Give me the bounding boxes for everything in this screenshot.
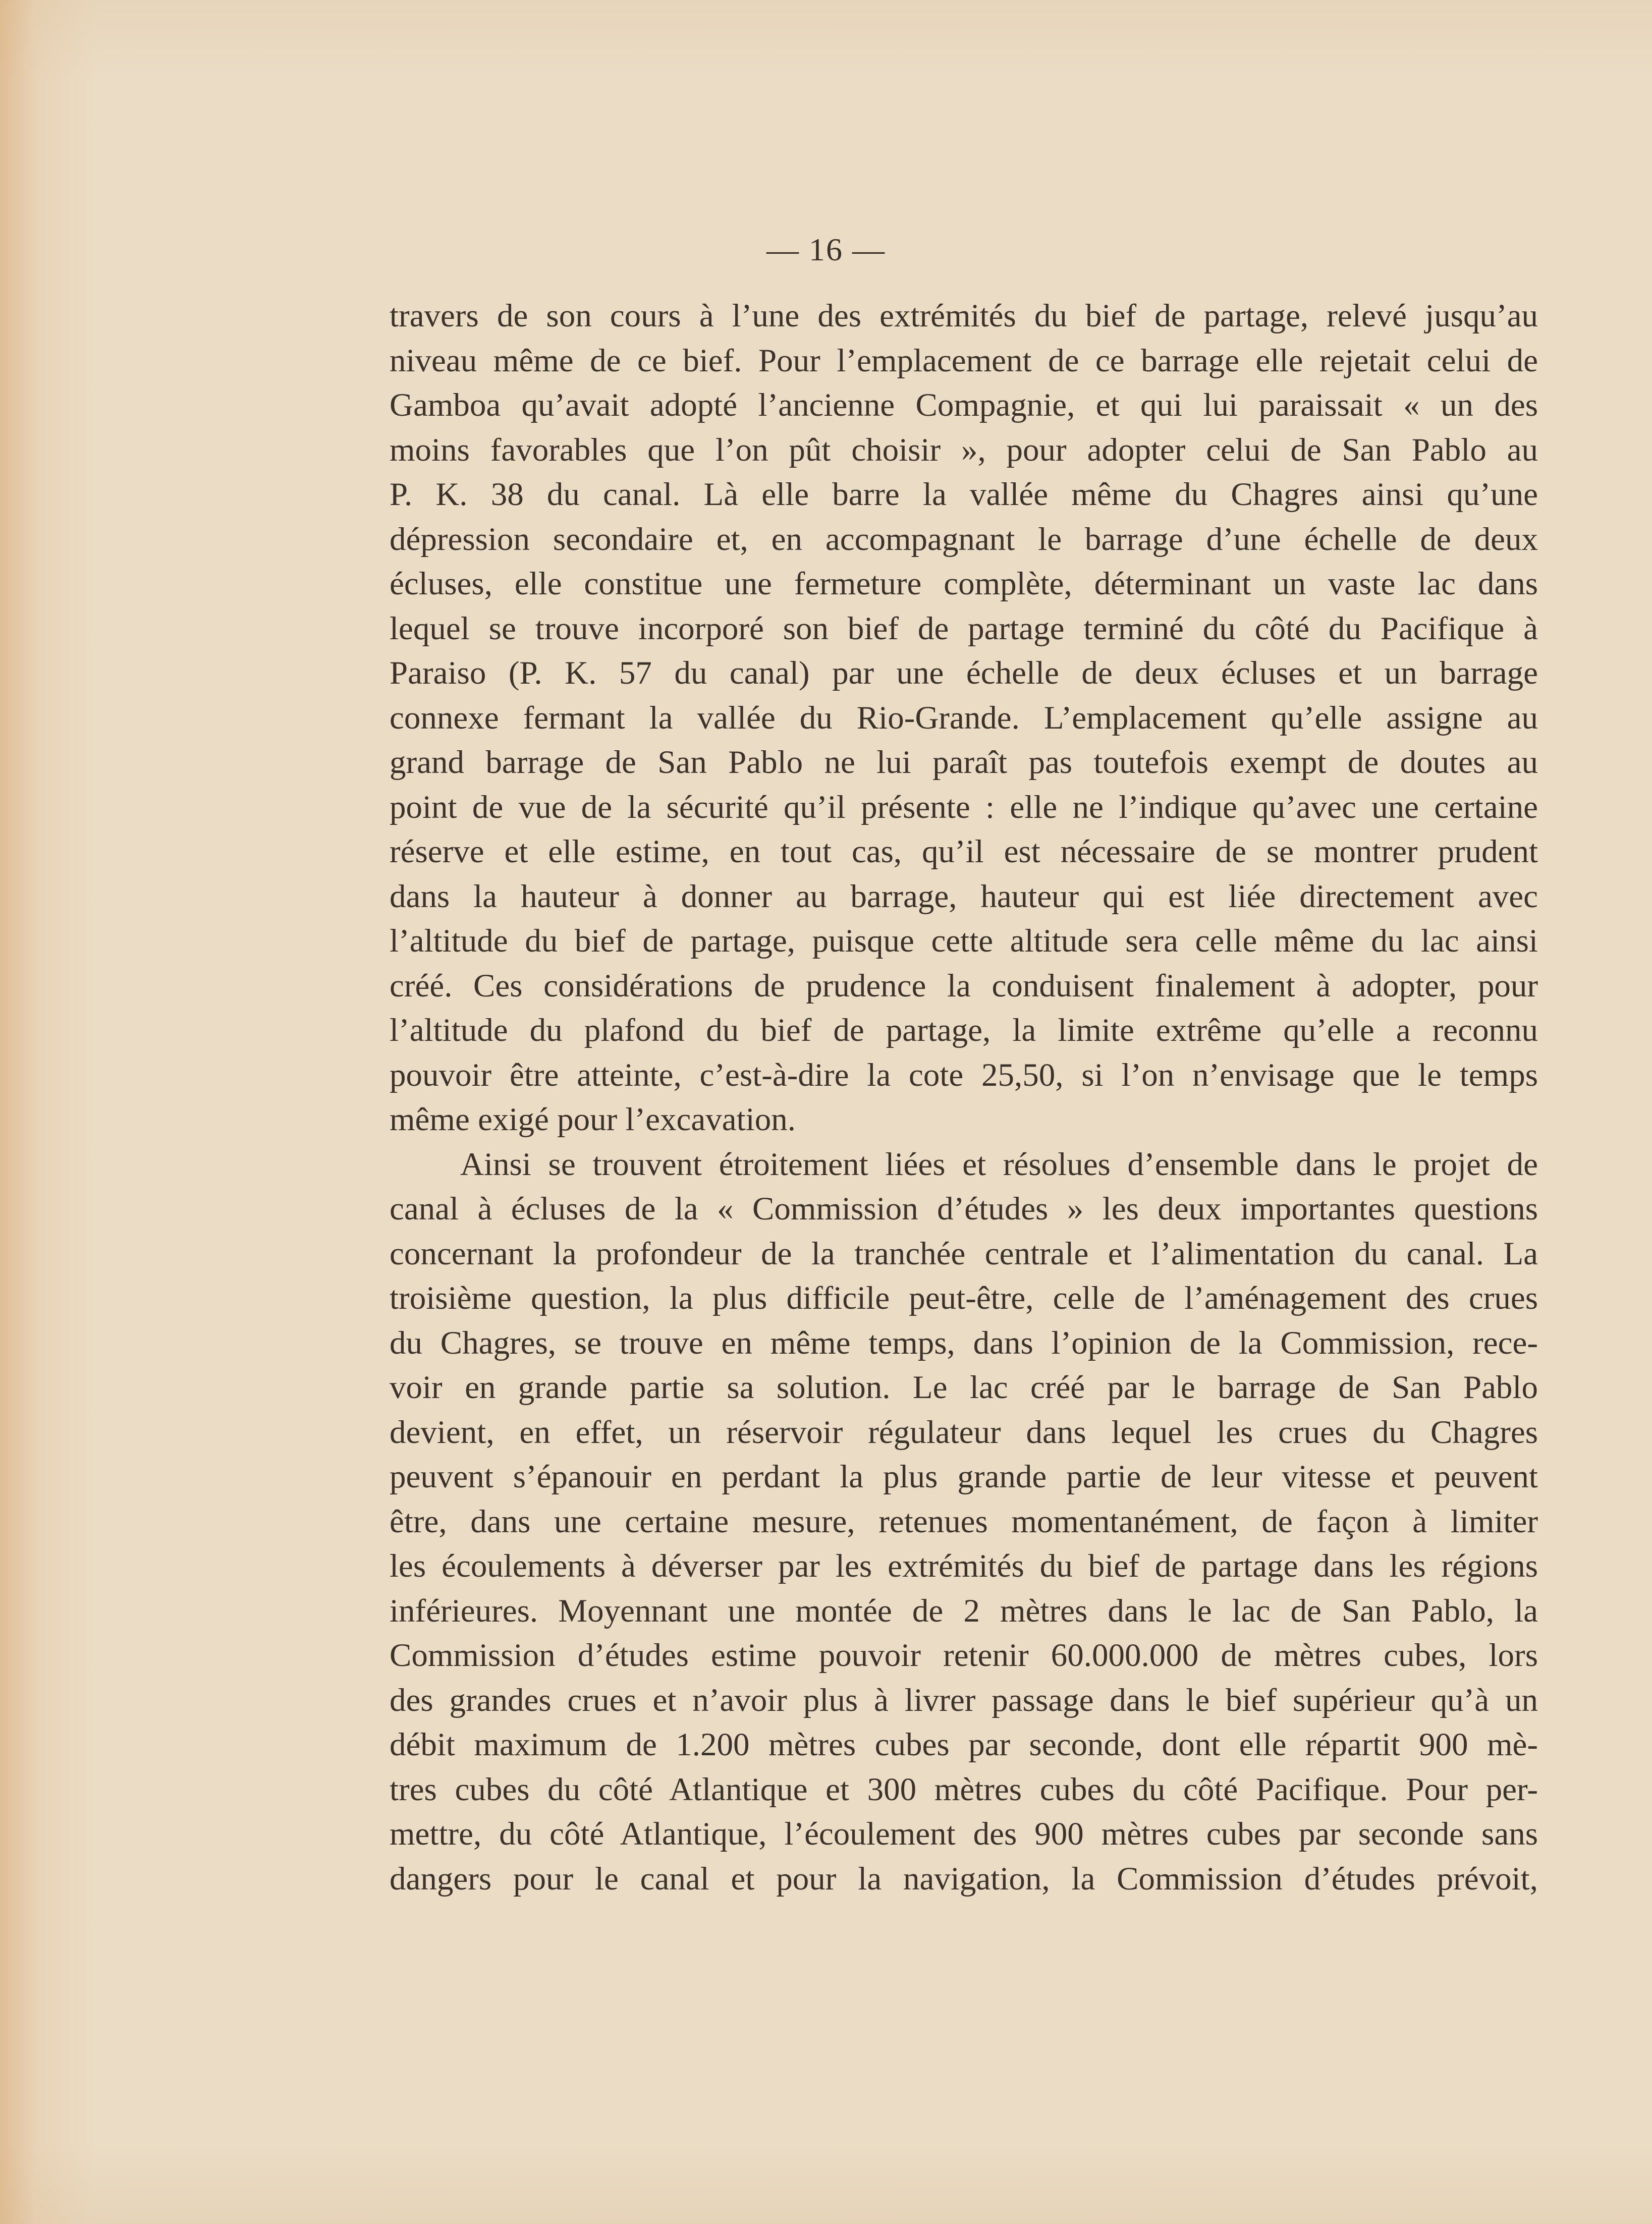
text-line: les écoulements à déverser par les extrémités du bief de partage dans les régions — [390, 1548, 1538, 1584]
text-line: des grandes crues et n’avoir plus à livrer passage dans le bief supérieur qu’à un — [390, 1682, 1538, 1718]
text-line: même exigé pour l’excavation. — [390, 1101, 796, 1138]
text-line: Gamboa qu’avait adopté l’ancienne Compagnie, et qui lui paraissait « un des — [390, 387, 1538, 423]
text-line: être, dans une certaine mesure, retenues momentanément, de façon à limiter — [390, 1503, 1538, 1540]
text-line: Commission d’études estime pouvoir retenir 60.000.000 de mètres cubes, lors — [390, 1637, 1538, 1674]
text-line: l’altitude du bief de partage, puisque cette altitude sera celle même du lac ainsi — [390, 923, 1538, 959]
text-line: concernant la profondeur de la tranchée centrale et l’alimentation du canal. La — [390, 1235, 1538, 1272]
text-line: point de vue de la sécurité qu’il présente : elle ne l’indique qu’avec une certaine — [390, 789, 1538, 825]
body-text — [390, 294, 1538, 1901]
text-line: troisième question, la plus difficile peut-être, celle de l’aménagement des crues — [390, 1280, 1538, 1316]
text-line: débit maximum de 1.200 mètres cubes par seconde, dont elle répartit 900 mè- — [390, 1727, 1538, 1763]
text-line: dans la hauteur à donner au barrage, hauteur qui est liée directement avec — [390, 878, 1538, 915]
text-line: pouvoir être atteinte, c’est-à-dire la cote 25,50, si l’on n’envisage que le temps — [390, 1057, 1538, 1093]
paragraph-2 — [390, 1142, 1538, 1902]
text-line: écluses, elle constitue une fermeture complète, déterminant un vaste lac dans — [390, 566, 1538, 602]
text-line: créé. Ces considérations de prudence la conduisent finalement à adopter, pour — [390, 967, 1538, 1004]
text-line: grand barrage de San Pablo ne lui paraît pas toutefois exempt de doutes au — [390, 744, 1538, 781]
text-line: réserve et elle estime, en tout cas, qu’il est nécessaire de se montrer prudent — [390, 833, 1538, 870]
text-line: canal à écluses de la « Commission d’études » les deux importantes questions — [390, 1191, 1538, 1227]
text-line: travers de son cours à l’une des extrémités du bief de partage, relevé jusqu’au — [390, 298, 1538, 334]
text-line: connexe fermant la vallée du Rio-Grande. L’emplacement qu’elle assigne au — [390, 699, 1538, 736]
text-line: Paraiso (P. K. 57 du canal) par une échelle de deux écluses et un barrage — [390, 655, 1538, 691]
text-line: du Chagres, se trouve en même temps, dans l’opinion de la Commission, rece- — [390, 1324, 1538, 1361]
text-line: inférieures. Moyennant une montée de 2 mètres dans le lac de San Pablo, la — [390, 1592, 1538, 1629]
text-line: moins favorables que l’on pût choisir », pour adopter celui de San Pablo au — [390, 431, 1538, 468]
text-line: dangers pour le canal et pour la navigation, la Commission d’études prévoit, — [390, 1860, 1538, 1897]
page-number: — 16 — — [766, 232, 886, 267]
text-line: niveau même de ce bief. Pour l’emplacement de ce barrage elle rejetait celui de — [390, 342, 1538, 379]
text-line: voir en grande partie sa solution. Le lac créé par le barrage de San Pablo — [390, 1369, 1538, 1406]
text-line: devient, en effet, un réservoir régulateur dans lequel les crues du Chagres — [390, 1414, 1538, 1451]
text-line: tres cubes du côté Atlantique et 300 mètres cubes du côté Pacifique. Pour per- — [390, 1771, 1538, 1808]
text-line: peuvent s’épanouir en perdant la plus grande partie de leur vitesse et peuvent — [390, 1459, 1538, 1495]
text-line: l’altitude du plafond du bief de partage, la limite extrême qu’elle a reconnu — [390, 1012, 1538, 1048]
text-line: dépression secondaire et, en accompagnant le barrage d’une échelle de deux — [390, 521, 1538, 558]
text-line: P. K. 38 du canal. Là elle barre la vallée même du Chagres ainsi qu’une — [390, 476, 1538, 513]
text-line: Ainsi se trouvent étroitement liées et résolues d’ensemble dans le projet de — [460, 1146, 1538, 1183]
paragraph-1 — [390, 294, 1538, 1142]
text-line: lequel se trouve incorporé son bief de partage terminé du côté du Pacifique à — [390, 610, 1538, 647]
text-line: mettre, du côté Atlantique, l’écoulement des 900 mètres cubes par seconde sans — [390, 1816, 1538, 1852]
